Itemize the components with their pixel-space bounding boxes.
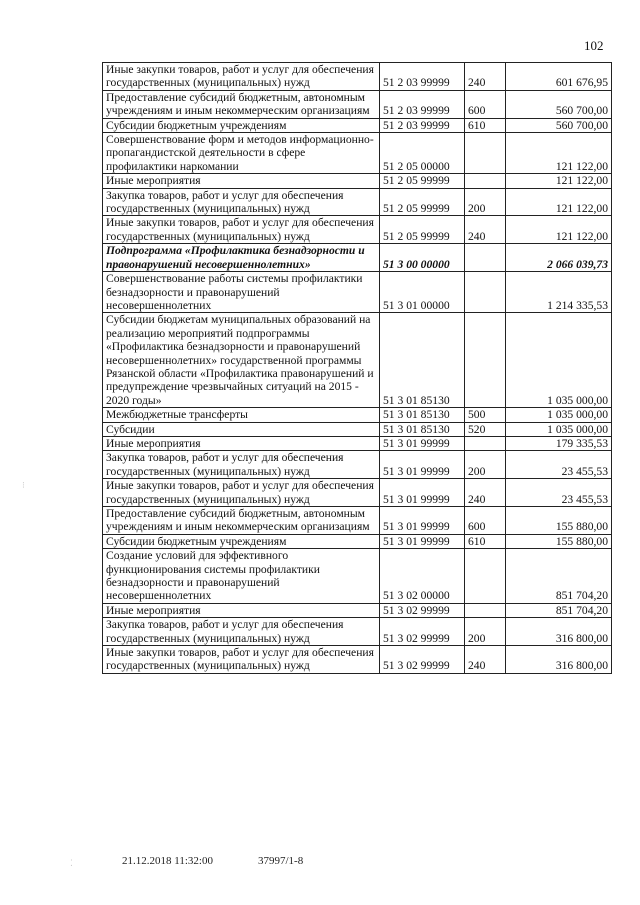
target-code-cell: 51 3 02 00000 <box>380 549 465 604</box>
expense-kind-cell: 240 <box>465 63 506 91</box>
amount-cell: 2 066 039,73 <box>506 244 612 272</box>
item-name-cell: Межбюджетные трансферты <box>103 408 380 422</box>
table-row <box>103 90 612 118</box>
amount-cell: 851 704,20 <box>506 603 612 617</box>
item-name-cell: Закупка товаров, работ и услуг для обеспечения государственных (муниципальных) нужд <box>103 618 380 646</box>
target-code-cell: 51 2 03 99999 <box>380 63 465 91</box>
subprogram-row <box>103 244 612 272</box>
target-code-cell: 51 3 01 99999 <box>380 436 465 450</box>
item-name-cell: Иные закупки товаров, работ и услуг для обеспечения государственных (муниципальных) нужд <box>103 216 380 244</box>
table-row <box>103 479 612 507</box>
expense-kind-cell <box>465 133 506 174</box>
target-code-cell: 51 3 00 00000 <box>380 244 465 272</box>
budget-table <box>102 62 612 674</box>
target-code-cell: 51 2 03 99999 <box>380 118 465 132</box>
expense-kind-cell: 600 <box>465 507 506 535</box>
footer-datetime: 21.12.2018 11:32:00 <box>122 855 213 867</box>
item-name-cell: Совершенствование форм и методов информационно-пропагандистской деятельности в сфере профилактики наркомании <box>103 133 380 174</box>
item-name-cell: Закупка товаров, работ и услуг для обеспечения государственных (муниципальных) нужд <box>103 451 380 479</box>
item-name-cell: Иные мероприятия <box>103 603 380 617</box>
scan-artifact: ⁝ <box>22 480 25 490</box>
amount-cell: 121 122,00 <box>506 174 612 188</box>
table-row <box>103 534 612 548</box>
amount-cell: 1 214 335,53 <box>506 272 612 313</box>
expense-kind-cell <box>465 436 506 450</box>
item-name-cell: Субсидии бюджетным учреждениям <box>103 534 380 548</box>
amount-cell: 1 035 000,00 <box>506 422 612 436</box>
target-code-cell: 51 3 01 99999 <box>380 451 465 479</box>
amount-cell: 560 700,00 <box>506 118 612 132</box>
expense-kind-cell: 600 <box>465 90 506 118</box>
expense-kind-cell <box>465 603 506 617</box>
table-row <box>103 618 612 646</box>
amount-cell: 316 800,00 <box>506 646 612 674</box>
table-row <box>103 422 612 436</box>
item-name-cell: Иные закупки товаров, работ и услуг для обеспечения государственных (муниципальных) нужд <box>103 646 380 674</box>
target-code-cell: 51 3 02 99999 <box>380 618 465 646</box>
target-code-cell: 51 3 01 85130 <box>380 408 465 422</box>
target-code-cell: 51 3 01 99999 <box>380 479 465 507</box>
expense-kind-cell: 610 <box>465 118 506 132</box>
table-row <box>103 174 612 188</box>
table-row <box>103 188 612 216</box>
expense-kind-cell: 200 <box>465 451 506 479</box>
table-row <box>103 451 612 479</box>
expense-kind-cell: 200 <box>465 618 506 646</box>
amount-cell: 23 455,53 <box>506 479 612 507</box>
target-code-cell: 51 2 05 99999 <box>380 174 465 188</box>
target-code-cell: 51 2 05 00000 <box>380 133 465 174</box>
item-name-cell: Подпрограмма «Профилактика безнадзорности и правонарушений несовершеннолетних» <box>103 244 380 272</box>
table-row <box>103 646 612 674</box>
table-row <box>103 313 612 408</box>
item-name-cell: Иные мероприятия <box>103 436 380 450</box>
target-code-cell: 51 3 01 00000 <box>380 272 465 313</box>
item-name-cell: Предоставление субсидий бюджетным, автономным учреждениям и иным некоммерческим организациям <box>103 90 380 118</box>
item-name-cell: Предоставление субсидий бюджетным, автономным учреждениям и иным некоммерческим организациям <box>103 507 380 535</box>
item-name-cell: Субсидии бюджетам муниципальных образований на реализацию мероприятий подпрограммы «Профилактика безнадзорности и правонарушений несовершеннолетних» государственной программы Рязанской области «Профилактика правонарушений и предупреждение чрезвычайных ситуаций на 2015 - 2020 годы» <box>103 313 380 408</box>
amount-cell: 601 676,95 <box>506 63 612 91</box>
table-row <box>103 216 612 244</box>
expense-kind-cell: 200 <box>465 188 506 216</box>
item-name-cell: Иные закупки товаров, работ и услуг для обеспечения государственных (муниципальных) нужд <box>103 63 380 91</box>
target-code-cell: 51 3 01 85130 <box>380 313 465 408</box>
amount-cell: 179 335,53 <box>506 436 612 450</box>
table-row <box>103 507 612 535</box>
amount-cell: 155 880,00 <box>506 534 612 548</box>
amount-cell: 851 704,20 <box>506 549 612 604</box>
expense-kind-cell <box>465 272 506 313</box>
table-row <box>103 408 612 422</box>
target-code-cell: 51 3 01 99999 <box>380 534 465 548</box>
table-row <box>103 603 612 617</box>
expense-kind-cell: 500 <box>465 408 506 422</box>
expense-kind-cell: 240 <box>465 646 506 674</box>
expense-kind-cell: 240 <box>465 216 506 244</box>
target-code-cell: 51 2 05 99999 <box>380 188 465 216</box>
expense-kind-cell <box>465 244 506 272</box>
amount-cell: 23 455,53 <box>506 451 612 479</box>
expense-kind-cell <box>465 313 506 408</box>
amount-cell: 316 800,00 <box>506 618 612 646</box>
budget-table-body <box>103 63 612 674</box>
target-code-cell: 51 3 02 99999 <box>380 603 465 617</box>
expense-kind-cell <box>465 174 506 188</box>
target-code-cell: 51 2 03 99999 <box>380 90 465 118</box>
table-row <box>103 272 612 313</box>
target-code-cell: 51 3 01 99999 <box>380 507 465 535</box>
amount-cell: 121 122,00 <box>506 133 612 174</box>
table-row <box>103 133 612 174</box>
item-name-cell: Субсидии <box>103 422 380 436</box>
amount-cell: 155 880,00 <box>506 507 612 535</box>
table-row <box>103 63 612 91</box>
target-code-cell: 51 3 01 85130 <box>380 422 465 436</box>
item-name-cell: Иные закупки товаров, работ и услуг для обеспечения государственных (муниципальных) нужд <box>103 479 380 507</box>
item-name-cell: Совершенствование работы системы профилактики безнадзорности и правонарушений несовершеннолетних <box>103 272 380 313</box>
table-row <box>103 436 612 450</box>
scan-artifact: ⁚ <box>70 858 73 868</box>
expense-kind-cell: 610 <box>465 534 506 548</box>
item-name-cell: Закупка товаров, работ и услуг для обеспечения государственных (муниципальных) нужд <box>103 188 380 216</box>
table-row <box>103 549 612 604</box>
amount-cell: 121 122,00 <box>506 188 612 216</box>
target-code-cell: 51 2 05 99999 <box>380 216 465 244</box>
amount-cell: 1 035 000,00 <box>506 313 612 408</box>
item-name-cell: Субсидии бюджетным учреждениям <box>103 118 380 132</box>
item-name-cell: Иные мероприятия <box>103 174 380 188</box>
footer-doc-number: 37997/1-8 <box>258 855 304 867</box>
expense-kind-cell: 520 <box>465 422 506 436</box>
table-row <box>103 118 612 132</box>
target-code-cell: 51 3 02 99999 <box>380 646 465 674</box>
expense-kind-cell <box>465 549 506 604</box>
page-number: 102 <box>584 38 604 53</box>
amount-cell: 121 122,00 <box>506 216 612 244</box>
item-name-cell: Создание условий для эффективного функционирования системы профилактики безнадзорности и правонарушений несовершеннолетних <box>103 549 380 604</box>
expense-kind-cell: 240 <box>465 479 506 507</box>
amount-cell: 1 035 000,00 <box>506 408 612 422</box>
amount-cell: 560 700,00 <box>506 90 612 118</box>
